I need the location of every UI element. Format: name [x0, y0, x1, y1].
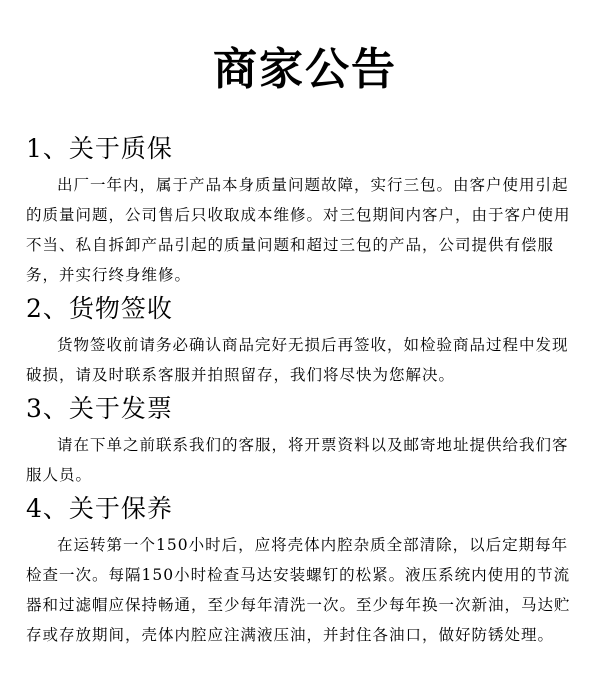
section-heading: 2、货物签收 [26, 294, 173, 323]
section-body: 货物签收前请务必确认商品完好无损后再签收，如检验商品过程中发现破损，请及时联系客服并拍照留存，我们将尽快为您解决。 [26, 336, 569, 384]
section-heading: 3、关于发票 [26, 394, 173, 423]
page-title: 商家公告 [213, 44, 397, 95]
section-body: 出厂一年内，属于产品本身质量问题故障，实行三包。由客户使用引起的质量问题，公司售后只收取成本维修。对三包期间内客户，由于客户使用不当、私自拆卸产品引起的质量问题和超过三包的产品，公司提供有偿服务，并实行终身维修。 [26, 176, 571, 284]
section-body: 在运转第一个150小时后，应将壳体内腔杂质全部清除，以后定期每年检查一次。每隔150小时检查马达安装螺钉的松紧。液压系统内使用的节流器和过滤帽应保持畅通，至少每年清洗一次。至少每年换一次新油，马达贮存或存放期间，壳体内腔应注满液压油，并封住各油口，做好防锈处理。 [26, 536, 571, 644]
section-invoice [26, 392, 584, 490]
section-heading: 4、关于保养 [26, 494, 173, 523]
section-warranty [26, 132, 584, 290]
section-maintenance [26, 492, 584, 650]
section-delivery-receipt [26, 292, 584, 390]
section-heading: 1、关于质保 [26, 134, 173, 163]
section-body: 请在下单之前联系我们的客服，将开票资料以及邮寄地址提供给我们客服人员。 [26, 436, 569, 484]
